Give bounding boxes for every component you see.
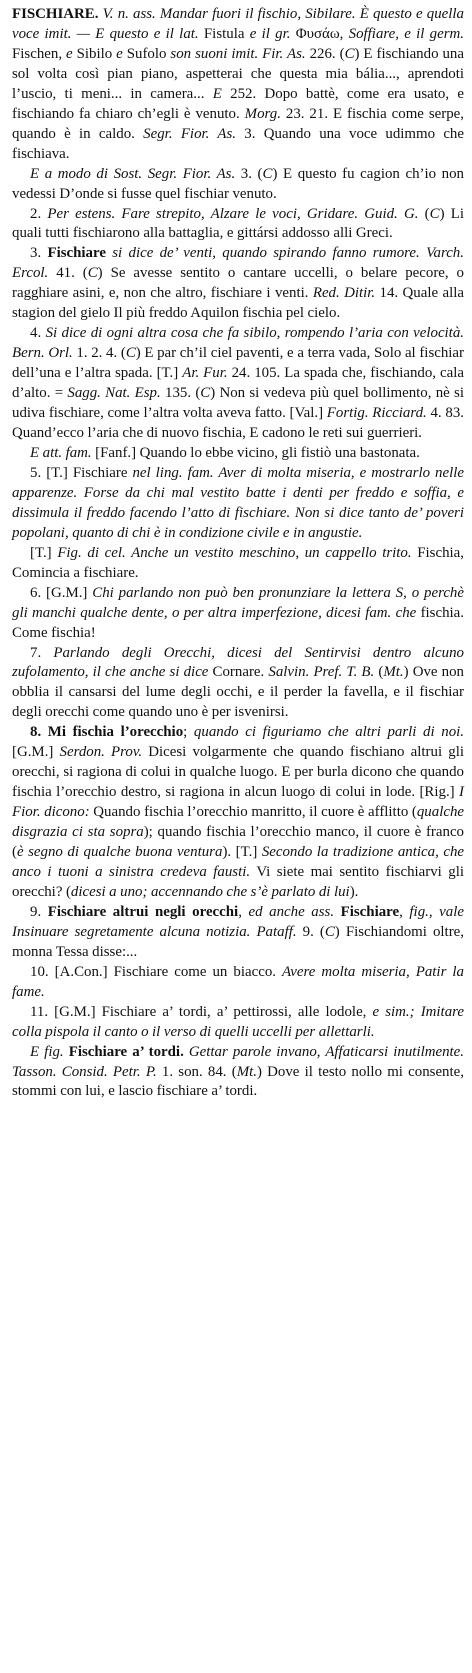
italic-text: Fig. di cel. Anche un vestito meschino, un cappello trito. (57, 544, 412, 561)
entry-paragraph (12, 963, 464, 1003)
italic-text: Soffiare, e il germ. (348, 25, 464, 42)
entry-paragraph (12, 644, 464, 724)
body-text: 9. (30, 903, 48, 920)
body-text: Quando fischia l’orecchio manritto, il cuore è afflitto ( (89, 804, 417, 821)
body-text: , (238, 903, 249, 920)
body-text: ) Non si vedeva più quel bollimento, nè si udiva fischiare, come l’altra volta aveva fatto. [Val.] (12, 385, 464, 422)
body-text: 3. ( (235, 165, 263, 182)
entry-paragraph (12, 324, 464, 444)
italic-text: Per estens. Fare strepito, Alzare le voci, Gridare. Guid. G. (47, 205, 419, 222)
italic-text: E (212, 85, 222, 102)
italic-text: Mt. (236, 1063, 257, 1080)
italic-text: E fig. (30, 1043, 64, 1060)
body-text: [T.] (30, 544, 58, 561)
body-text: Sibilo (72, 45, 117, 62)
italic-text: si dice de’ venti, quando spirando fanno rumore. Varch. Ercol. (12, 245, 464, 282)
entry-paragraph (12, 903, 464, 963)
body-text: ( (374, 664, 384, 681)
body-text: ) Dove il testo nollo mi consente, stommi con lui, e lascio fischiare a’ tordi. (12, 1063, 464, 1100)
entry-paragraph (12, 244, 464, 324)
headword-text: Fischiare a’ tordi. (68, 1043, 184, 1060)
body-text: ). (349, 883, 359, 900)
italic-text: e sim.; Imitare colla pispola il canto o il verso di quelli uccelli per allettarli. (12, 1003, 464, 1040)
italic-text: nel ling. fam. Aver di molta miseria, e mostrarlo nelle apparenze. Forse da chi mal vestito batte i denti per freddo e soffia, e dissimula il freddo facendo l’atto di fischiare. Non si dice tanto de’ poveri popolani, quanto di chi è in condizione civile e in angustie. (12, 464, 464, 541)
body-text: fischia. Come fischia! (12, 604, 464, 641)
italic-text: V. n. ass. Mandar fuori il fischio, Sibilare. È questo e quella voce imit. — E questo e il lat. (12, 6, 464, 42)
italic-text: C (344, 45, 355, 62)
body-text: Cornare. (208, 664, 269, 681)
body-text (334, 904, 341, 920)
italic-text: Morg. (244, 105, 281, 122)
body-text: ) E questo fu cagion ch’io non vedessi D’onde si fusse quel fischiar venuto. (12, 165, 464, 202)
italic-text: e il gr. (249, 25, 291, 42)
body-text: 2. (30, 205, 48, 222)
italic-text: C (324, 923, 335, 940)
body-text: 4. (30, 325, 46, 342)
italic-text: Fortig. Ricciard. (326, 405, 427, 422)
italic-text: Secondo la tradizione antica, che anco i tuoni a sinistra credeva fausti. (12, 844, 464, 880)
headword-text: Fischiare (47, 245, 106, 262)
italic-text: Salvin. Pref. T. B. (268, 664, 375, 681)
body-text: ) Ove non obblia il cansarsi del lume degli occhi, e il perder la favella, e il fischiar degli orecchi come quando uno è per isvenirsi. (12, 664, 464, 721)
italic-text: Red. Ditir. (312, 285, 376, 302)
body-text: 24. 105. La spada che, fischiando, cala d’alto. = (12, 365, 464, 402)
italic-text: Avere molta miseria, Patir la fame. (12, 963, 464, 1000)
italic-text: e (116, 45, 123, 62)
entry-paragraph (12, 165, 464, 205)
italic-text: E a modo di Sost. Segr. Fior. As. (30, 165, 236, 182)
entry-paragraph (12, 723, 464, 903)
italic-text: E att. fam. (30, 444, 92, 461)
body-text: ) Fischiandomi oltre, monna Tessa disse:... (12, 923, 464, 960)
entry-paragraph (12, 1003, 464, 1043)
italic-text: e (66, 45, 73, 62)
body-text: ( (418, 205, 430, 222)
body-text: , (399, 903, 410, 920)
body-text: 14. Quale alla stagion del gielo Il più freddo Aquilon fischia pel cielo. (12, 285, 464, 322)
body-text: 7. (30, 644, 54, 661)
italic-text: C (200, 385, 211, 402)
body-text: 41. ( (48, 265, 88, 282)
body-text: ) E fischiando una sol volta così pian piano, aspetterai che questa mia bália..., aprendoti l’uscio, ti meni... in camera... (12, 45, 464, 102)
body-text: Fistula (198, 25, 250, 42)
entry-paragraph (12, 464, 464, 544)
body-text: ); quando fischia l’orecchio manco, il cuore è franco ( (12, 824, 464, 861)
headword-text: Fischiare (340, 903, 400, 920)
italic-text: C (429, 205, 440, 222)
body-text: 6. [G.M.] (30, 584, 93, 601)
body-text: ) Li quali tutti fischiarono alla battaglia, e gittársi addosso alli Greci. (12, 205, 465, 242)
italic-text: Si dice di ogni altra cosa che fa sibilo, rompendo l’aria con velocità. Bern. Orl. (12, 325, 464, 362)
body-text: Fischia, Comincia a fischiare. (12, 544, 464, 581)
italic-text: Serdon. Prov. (59, 744, 143, 761)
body-text: 10. [A.Con.] Fischiare come un biacco. (30, 963, 283, 980)
body-text: 135. ( (160, 385, 201, 402)
body-text: 1. 2. 4. ( (72, 345, 126, 362)
body-text: 226. ( (305, 45, 345, 62)
body-text: 1. son. 84. ( (156, 1063, 237, 1080)
italic-text: qualche disgrazia ci sta sopra (12, 804, 464, 841)
italic-text: C (87, 265, 98, 282)
body-text: 252. Dopo battè, come era usato, e fischiando fa chiaro ch’egli è venuto. (12, 85, 464, 122)
body-text: ). [T.] (222, 844, 262, 861)
italic-text: Segr. Fior. As. (143, 125, 237, 142)
body-text: ; (183, 724, 194, 741)
body-text: [Fanf.] Quando lo ebbe vicino, gli fistiò una bastonata. (91, 444, 420, 461)
body-text: 11. [G.M.] Fischiare a’ tordi, a’ pettirossi, alle lodole, (30, 1003, 373, 1020)
body-text: Fischen, (12, 45, 67, 62)
italic-text: Ar. Fur. (182, 365, 228, 382)
italic-text: Sagg. Nat. Esp. (67, 385, 161, 402)
body-text: 3. (30, 245, 48, 262)
body-text: [G.M.] (12, 744, 60, 761)
italic-text: Chi parlando non può ben pronunziare la lettera S, o perchè gli manchi qualche dente, o per altra imperfezione, dicesi fam. che (12, 584, 464, 621)
body-text: 23. 21. E fischia come serpe, quando è in caldo. (12, 105, 464, 142)
headword-text: 8. Mi fischia l’orecchio (30, 724, 184, 741)
entry-paragraph (12, 1043, 464, 1103)
italic-text: ed anche ass. (248, 903, 335, 920)
entry-paragraph (12, 444, 464, 464)
body-text: 4. 83. Quand’ecco l’aria che di nuovo fischia, E cadono le reti sui guerrieri. (12, 405, 465, 442)
italic-text: Gettar parole invano, Affaticarsi inutilmente. Tasson. Consid. Petr. P. (12, 1043, 464, 1080)
italic-text: dicesi a uno; accennando che s’è parlato di lui (70, 883, 350, 900)
italic-text: C (125, 345, 136, 362)
italic-text: fig., vale Insinuare segretamente alcuna notizia. Pataff. (12, 903, 464, 940)
body-text: ) Se avesse sentito o cantare uccelli, o belare pecore, o ragghiare asini, e, non che altro, fischiare i venti. (12, 265, 464, 302)
body-text: 3. Quando una voce udimmo che fischiava. (12, 125, 464, 162)
italic-text: I Fior. dicono: (12, 784, 464, 821)
entry-paragraph (12, 544, 464, 584)
body-text: Sufolo (122, 45, 171, 62)
body-text: 9. ( (296, 923, 325, 940)
body-text: Dicesi volgarmente che quando fischiano altrui gli orecchi, si ragiona di colui in qualche luogo. E per burla dicono che quando fischia l’orecchio destro, si ragiona in alcun luogo di colui in lode. [Rig.] (12, 744, 464, 801)
body-text: Vi siete mai sentito fischiarvi gli orecchi? ( (12, 863, 464, 900)
italic-text: Mt. (383, 664, 404, 681)
headword-text: FISCHIARE. (12, 6, 99, 22)
body-text: ) E par ch’il ciel paventi, e a terra vada, Solo al fischiar dell’una e l’altra spada. [T.] (12, 345, 464, 382)
entry-paragraph (12, 205, 464, 245)
italic-text: quando ci figuriamo che altri parli di noi. (193, 724, 464, 741)
italic-text: Parlando degli Orecchi, dicesi del Sentirvisi dentro alcuno zufolamento, il che anche si dice (12, 644, 464, 681)
italic-text: è segno di qualche buona ventura (16, 844, 223, 861)
body-text: 5. [T.] Fischiare (30, 464, 133, 481)
body-text: Φυσάω, (290, 25, 349, 42)
entry-paragraph (12, 5, 464, 165)
headword-text: Fischiare altrui negli orecchi (47, 903, 239, 920)
italic-text: C (262, 165, 273, 182)
entry-paragraph (12, 584, 464, 644)
italic-text: son suoni imit. Fir. As. (170, 45, 306, 62)
